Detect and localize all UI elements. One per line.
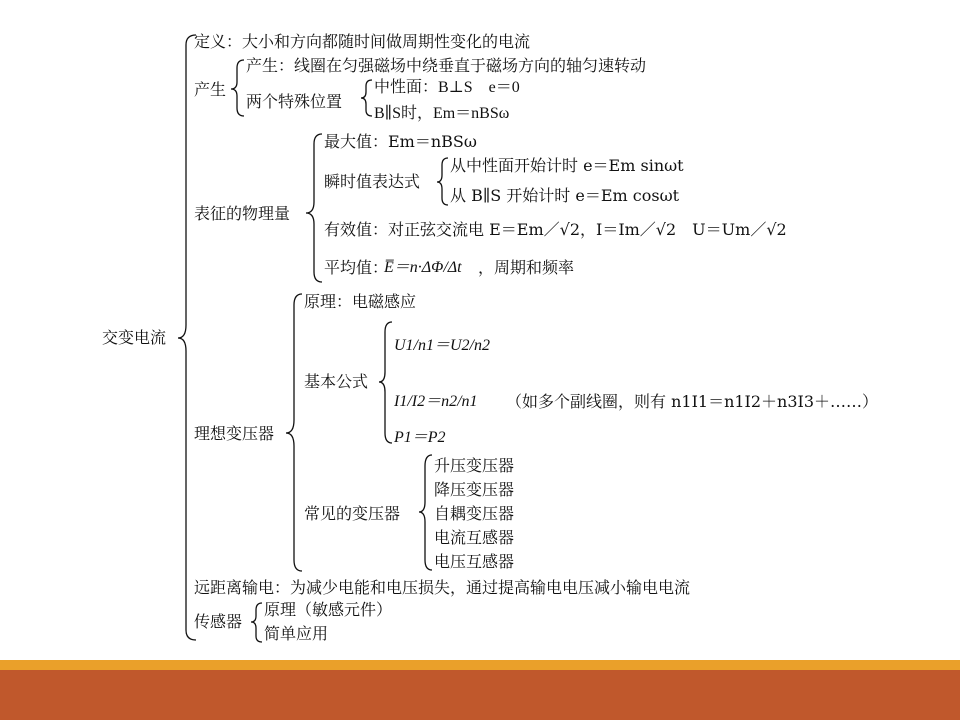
special-positions-label: 两个特殊位置 [246, 92, 343, 111]
footer-bar [0, 670, 960, 720]
common-transformers-label: 常见的变压器 [304, 504, 401, 523]
instant-sin-text: 从中性面开始计时 e＝Em sinωt [450, 156, 684, 175]
common-transformer-item: 降压变压器 [434, 480, 515, 499]
multi-coil-note: （如多个副线圈，则有 n1I1＝n1I2＋n3I3＋……） [506, 392, 879, 411]
root-label: 交变电流 [102, 328, 167, 347]
transformer-principle-text: 原理：电磁感应 [304, 292, 417, 311]
transformer-label: 理想变压器 [194, 424, 275, 443]
effective-value-text: 有效值：对正弦交流电 E＝Em／√2，I＝Im／√2 U＝Um／√2 [324, 220, 787, 239]
common-transformer-item: 电压互感器 [434, 552, 515, 571]
generation-origin-text: 产生：线圈在匀强磁场中绕垂直于磁场方向的轴匀速转动 [246, 56, 647, 75]
instant-label: 瞬时值表达式 [324, 172, 421, 191]
voltage-ratio-formula: U1/n1＝U2/n2 [394, 337, 491, 354]
average-label: 平均值： [324, 258, 389, 277]
average-tail-text: ，周期和频率 [478, 258, 575, 277]
basic-formula-label: 基本公式 [304, 372, 369, 391]
instant-cos-text: 从 B∥S 开始计时 e＝Em cosωt [450, 186, 680, 205]
parallel-position-text: B∥S时，Em＝nBSω [374, 105, 510, 122]
average-formula: E̅＝n·ΔΦ/Δt [384, 259, 462, 276]
common-transformer-item: 自耦变压器 [434, 504, 515, 523]
definition-text: 定义：大小和方向都随时间做周期性变化的电流 [194, 32, 531, 51]
quantities-label: 表征的物理量 [194, 204, 291, 223]
max-value-text: 最大值：Em＝nBSω [324, 132, 477, 151]
footer-accent-bar [0, 660, 960, 670]
sensor-item-principle: 原理（敏感元件） [264, 600, 393, 619]
generation-label: 产生 [194, 80, 227, 99]
power-formula: P1＝P2 [394, 429, 446, 446]
transmission-text: 远距离输电：为减少电能和电压损失，通过提高输电电压减小输电电流 [194, 578, 691, 597]
sensor-label: 传感器 [194, 612, 243, 631]
neutral-plane-text: 中性面：B⊥S e＝0 [374, 79, 520, 96]
common-transformer-item: 电流互感器 [434, 528, 515, 547]
common-transformer-item: 升压变压器 [434, 456, 515, 475]
current-ratio-formula: I1/I2＝n2/n1 [394, 393, 478, 410]
sensor-item-application: 简单应用 [264, 624, 329, 643]
